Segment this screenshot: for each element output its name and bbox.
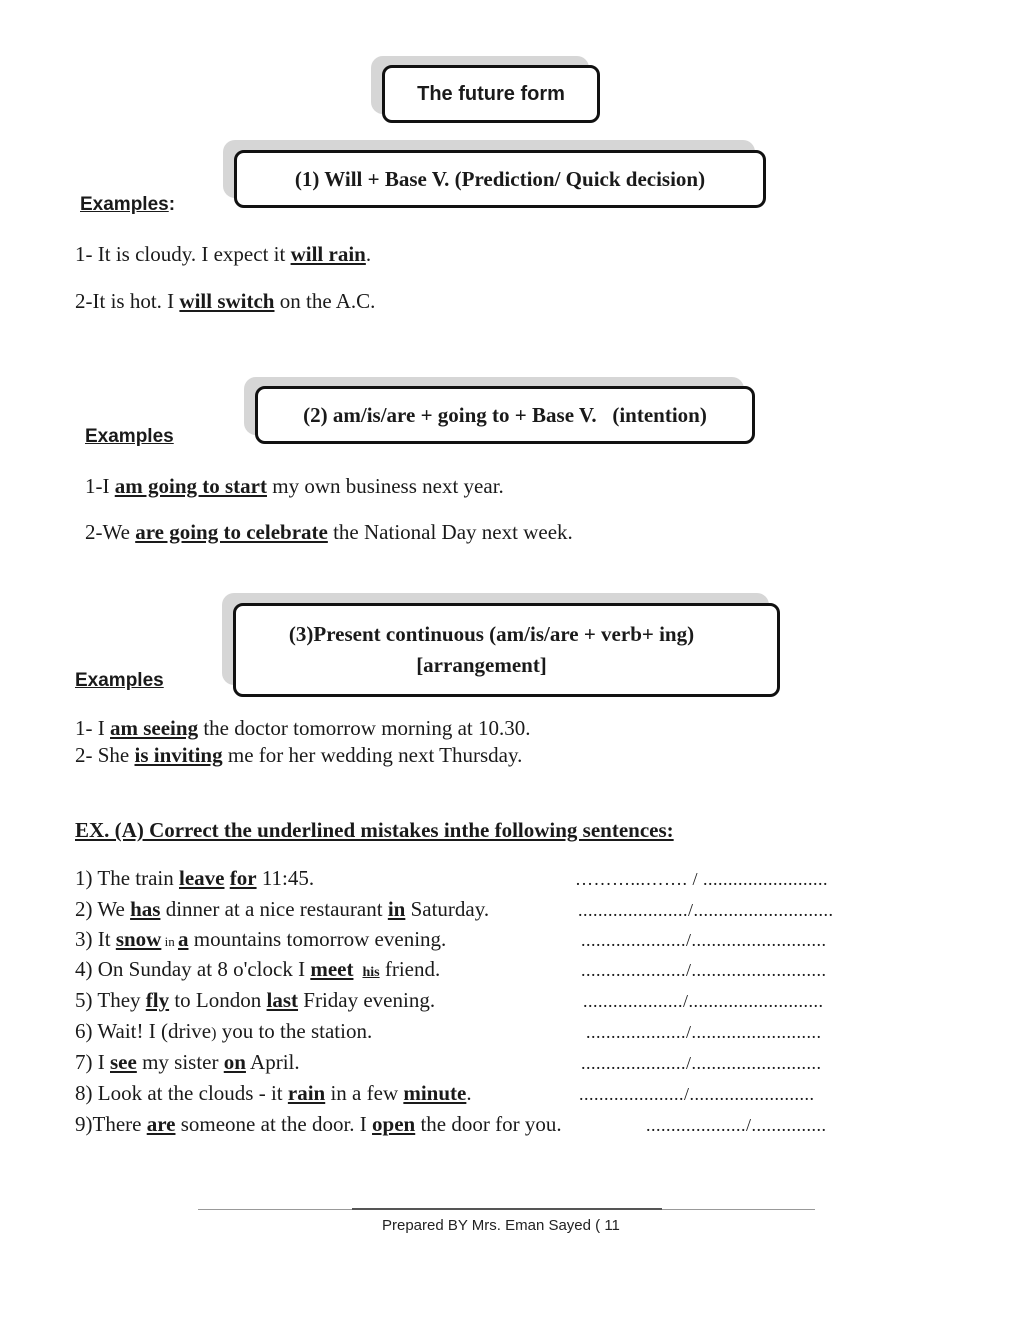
item-text: 1) The train [75,866,179,890]
example-verb: are going to celebrate [135,520,328,544]
item-text: . [466,1081,472,1105]
exercise-item-4 [75,957,440,982]
section3-example-2 [75,743,522,768]
item-text: the door for you. [415,1112,562,1136]
answer-blank-9[interactable]: ..................../............... [646,1115,827,1135]
exercise-item-8 [75,1081,472,1106]
section1-example-2 [75,289,375,314]
section2-heading: (2) am/is/are + going to + Base V. (intention) [255,386,755,444]
section3-heading [233,603,780,697]
answer-blank-2[interactable]: ....................../............................ [578,900,834,920]
example-verb: will switch [179,289,275,313]
item-text: in a few [325,1081,404,1105]
item-text: Friday evening. [298,988,436,1012]
examples-colon: : [168,194,176,215]
exercise-item-3 [75,927,446,952]
item-mistake: for [229,866,257,890]
section2-example-1 [85,474,504,499]
example-text: me for her wedding next Thursday. [222,743,523,767]
item-mistake: has [130,897,161,921]
item-text-small: ) [211,1025,217,1042]
exercise-item-6 [75,1019,372,1044]
section3-heading-line2: [arrangement] [416,653,547,677]
example-text: 1- It is cloudy. I expect it [75,242,291,266]
item-mistake: open [372,1112,416,1136]
item-text: dinner at a nice restaurant [160,897,388,921]
item-mistake: snow [115,927,162,951]
item-text: you to the station. [216,1019,373,1043]
item-mistake: minute [403,1081,467,1105]
item-mistake: a [177,927,189,951]
item-text: 9)There [75,1112,147,1136]
section2-examples-label [85,426,174,448]
answer-blank-8[interactable]: ...................../......................... [579,1084,815,1104]
example-text: 2-We [85,520,136,544]
answer-blank-1[interactable]: ………...……. / ......................... [575,869,829,889]
examples-label: Examples [75,670,164,691]
example-verb: am going to start [114,474,267,498]
section1-heading: (1) Will + Base V. (Prediction/ Quick decision) [234,150,766,208]
exercise-item-5 [75,988,435,1013]
section3-example-1 [75,716,531,741]
example-text: 1- I [75,716,110,740]
item-text: my sister [136,1050,224,1074]
item-text: 3) It [75,927,116,951]
item-text: 6) Wait! I (drive [75,1019,212,1043]
item-text: friend. [379,957,441,981]
example-verb: will rain [290,242,366,266]
example-text: the doctor tomorrow morning at 10.30. [198,716,531,740]
item-text: 4) On Sunday at 8 o'clock I [75,957,311,981]
item-mistake: rain [287,1081,326,1105]
item-mistake-small: his [362,965,380,980]
answer-blank-6[interactable]: ..................../.......................... [586,1022,822,1042]
section3-examples-label [75,670,164,692]
item-mistake: on [223,1050,246,1074]
item-text: 11:45. [256,866,315,890]
answer-blank-4[interactable]: ...................../........................... [581,960,827,980]
footer-rule-accent [352,1208,662,1210]
section2-example-2 [85,520,573,545]
item-text: 5) They [75,988,146,1012]
answer-blank-3[interactable]: ...................../........................... [581,930,827,950]
page-title: The future form [382,65,600,123]
item-mistake: leave [179,866,225,890]
answer-blank-5[interactable]: ..................../........................... [583,991,824,1011]
example-text: on the A.C. [274,289,376,313]
example-text: 1-I [85,474,115,498]
item-mistake: see [110,1050,137,1074]
item-mistake: meet [310,957,354,981]
section1-example-1 [75,242,371,267]
example-verb: is inviting [134,743,223,767]
example-text: . [365,242,372,266]
examples-label: Examples [80,194,169,215]
item-mistake: are [146,1112,176,1136]
exercise-item-9 [75,1112,562,1137]
example-text: 2-It is hot. I [75,289,180,313]
item-mistake: in [387,897,406,921]
item-text: 2) We [75,897,131,921]
answer-blank-7[interactable]: ...................../.......................... [581,1053,822,1073]
exercise-item-2 [75,897,489,922]
item-mistake: last [266,988,299,1012]
examples-label: Examples [85,426,174,447]
item-text: someone at the door. I [175,1112,373,1136]
item-text: 7) I [75,1050,110,1074]
example-text: the National Day next week. [327,520,573,544]
item-text: 8) Look at the clouds - it [75,1081,288,1105]
example-text: 2- She [75,743,135,767]
section1-examples-label [80,194,175,216]
item-text-small: in [161,934,178,949]
item-text: Saturday. [405,897,490,921]
example-verb: am seeing [110,716,199,740]
item-text: mountains tomorrow evening. [188,927,447,951]
exercise-title: EX. (A) Correct the underlined mistakes inthe following sentences: [75,818,674,842]
item-text: to London [169,988,267,1012]
exercise-item-1 [75,866,314,891]
example-text: my own business next year. [266,474,504,498]
exercise-item-7 [75,1050,300,1075]
item-mistake: fly [145,988,170,1012]
footer-credit: Prepared BY Mrs. Eman Sayed ( 11 [382,1217,620,1234]
item-text: April. [245,1050,300,1074]
section3-heading-line1: (3)Present continuous (am/is/are + verb+ ing) [288,622,695,646]
